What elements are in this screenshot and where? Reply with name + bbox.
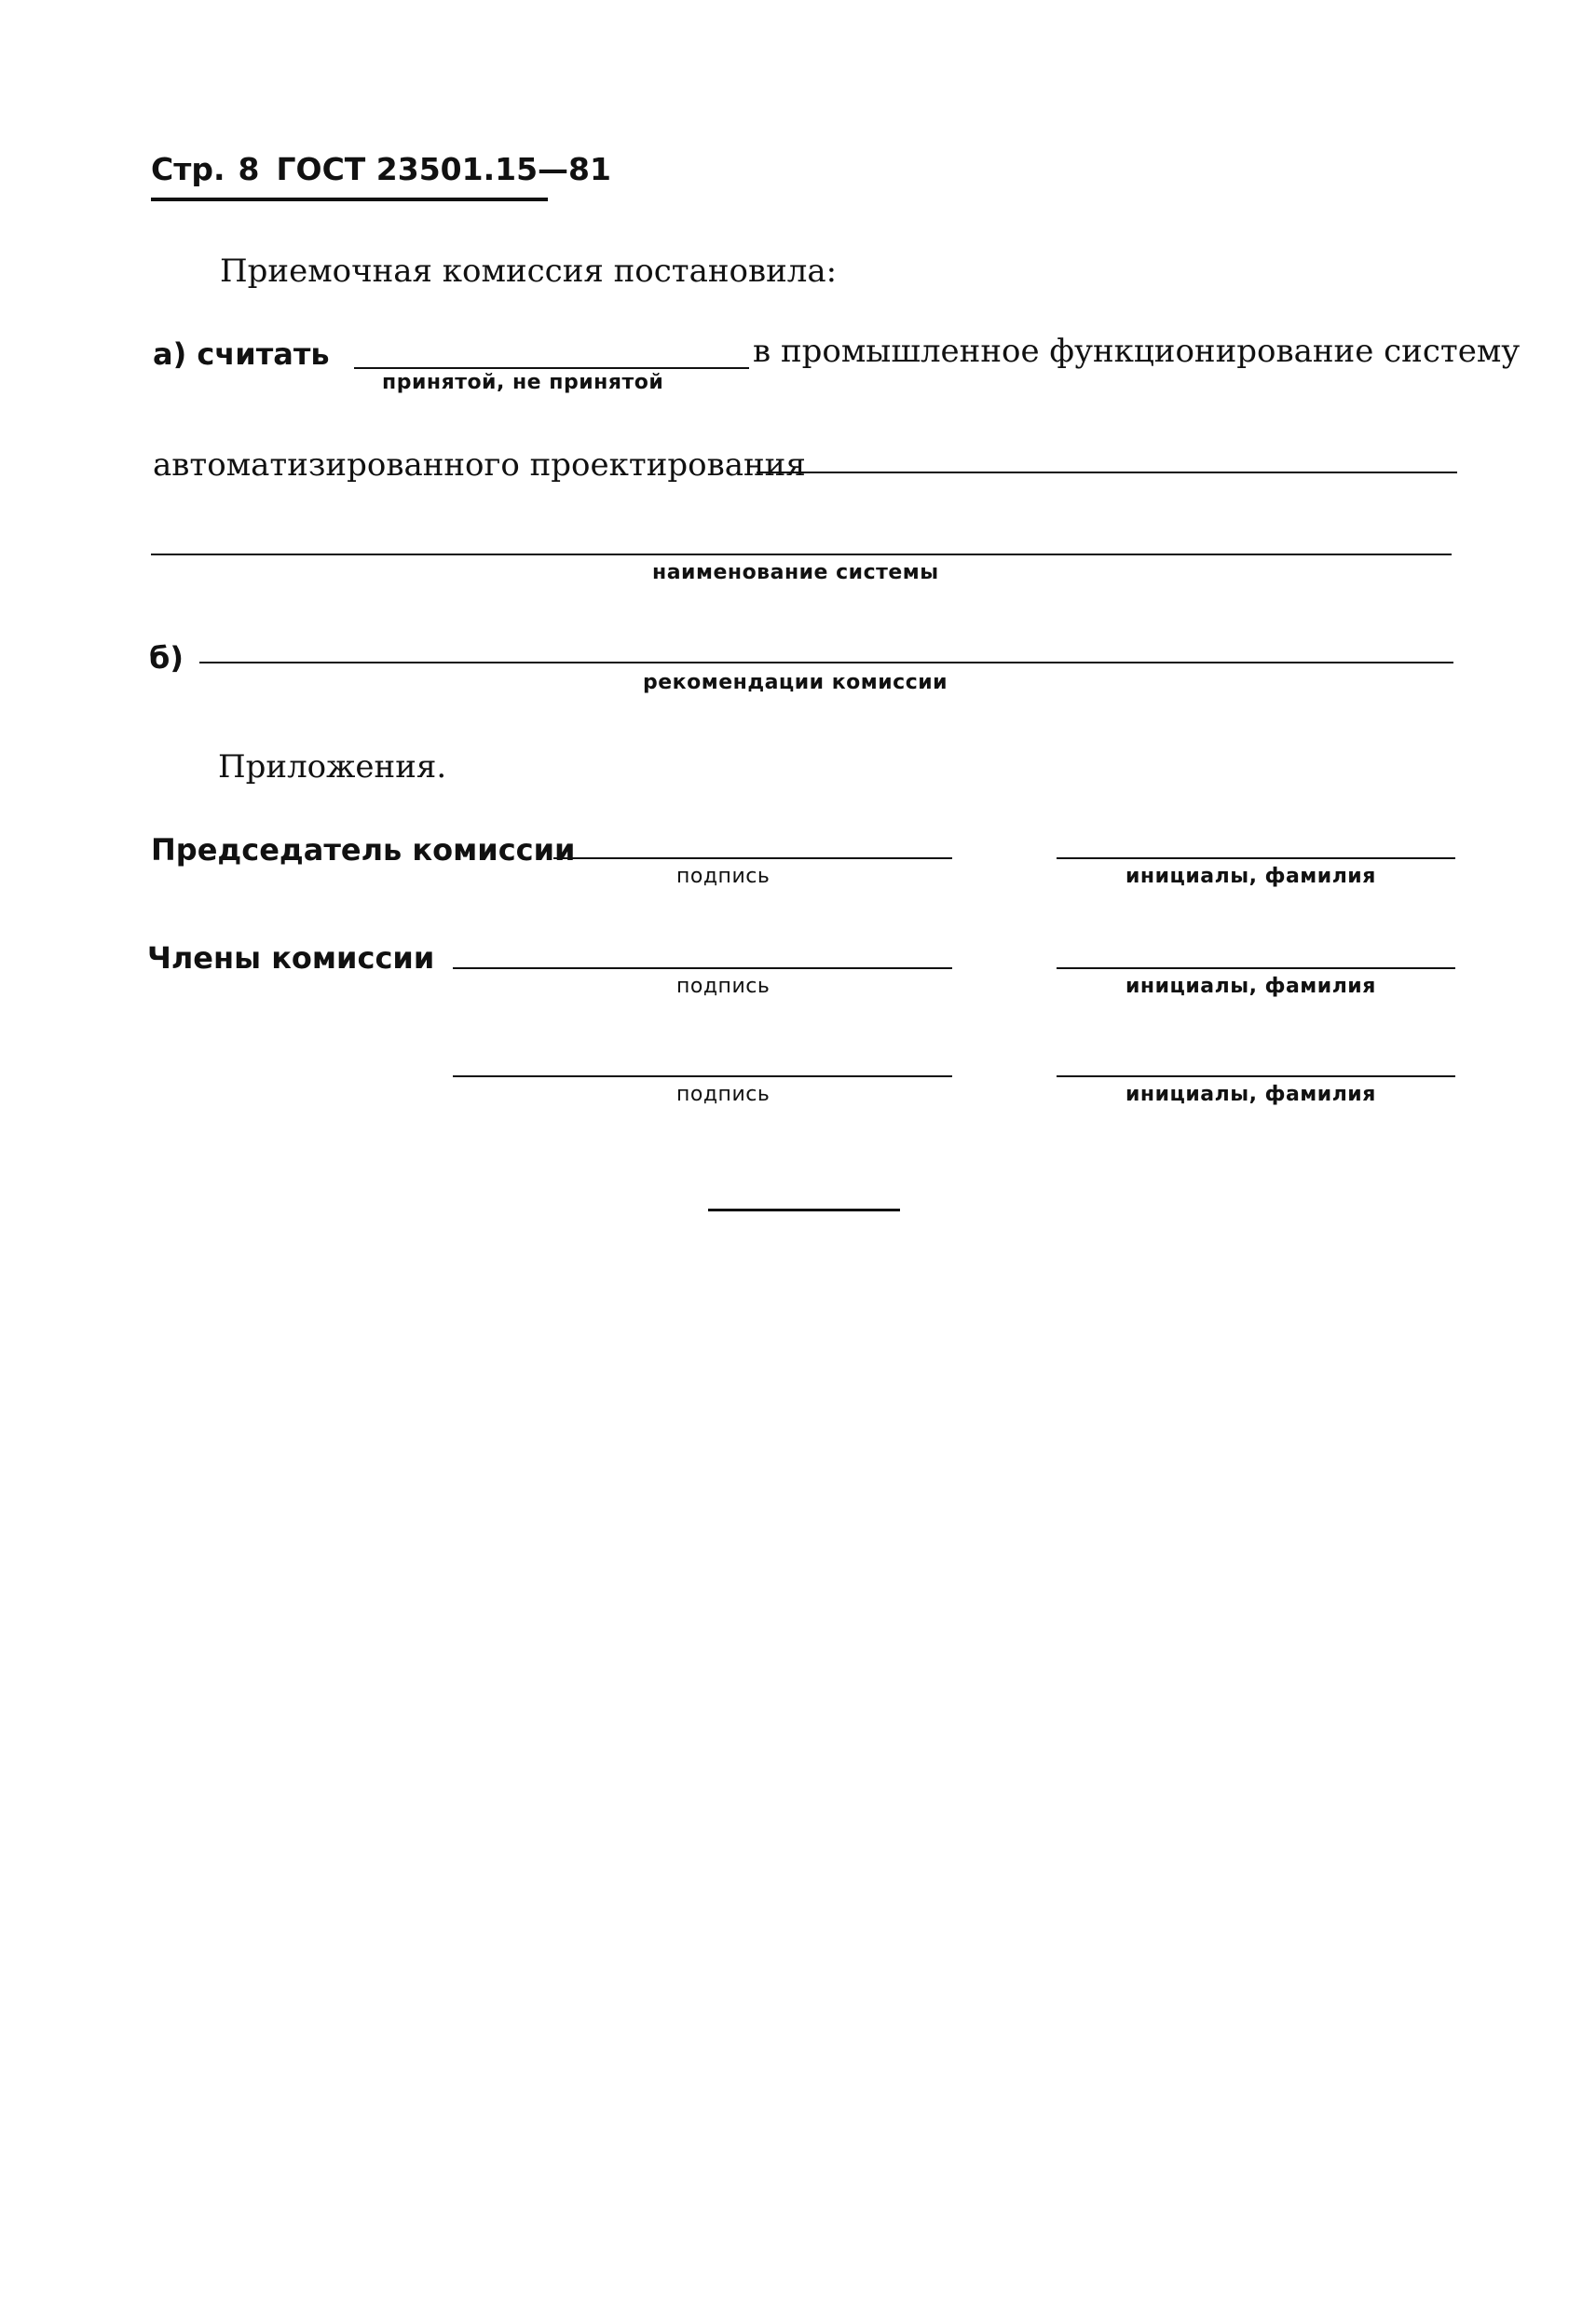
page-header — [151, 151, 611, 187]
member-1-name-line[interactable] — [1057, 967, 1455, 969]
member-2-signature-caption: подпись — [676, 1083, 771, 1106]
item-b-line[interactable] — [199, 662, 1453, 663]
item-a-line[interactable] — [354, 367, 749, 369]
chairman-label: Председатель комиссии — [151, 832, 576, 868]
chairman-name-line[interactable] — [1057, 857, 1455, 859]
member-2-signature-line[interactable] — [453, 1075, 952, 1077]
end-rule — [708, 1209, 900, 1211]
chairman-signature-caption: подпись — [676, 865, 771, 888]
item-a-caption: принятой, не принятой — [382, 371, 664, 394]
system-name-line[interactable] — [151, 554, 1452, 555]
page-label: Стр. — [151, 151, 225, 187]
page-number: 8 — [238, 151, 260, 187]
member-2-name-line[interactable] — [1057, 1075, 1455, 1077]
chairman-signature-line[interactable] — [553, 857, 952, 859]
member-1-signature-line[interactable] — [453, 967, 952, 969]
member-1-signature-caption: подпись — [676, 975, 771, 998]
item-b-caption: рекомендации комиссии — [643, 671, 948, 694]
system-line[interactable] — [757, 472, 1457, 473]
item-a-text: в промышленное функционирование систему — [753, 333, 1521, 370]
chairman-name-caption: инициалы, фамилия — [1125, 865, 1376, 888]
item-b-label: б) — [149, 640, 184, 676]
standard-number: ГОСТ 23501.15—81 — [276, 151, 611, 187]
member-2-name-caption: инициалы, фамилия — [1125, 1083, 1376, 1106]
header-rule — [151, 198, 548, 201]
intro-text: Приемочная комиссия постановила: — [220, 253, 838, 290]
member-1-name-caption: инициалы, фамилия — [1125, 975, 1376, 998]
system-label: автоматизированного проектирования — [153, 446, 806, 484]
appendices-label: Приложения. — [218, 748, 447, 786]
system-caption: наименование системы — [652, 561, 939, 584]
item-a-label: а) считать — [153, 336, 330, 372]
members-label: Члены комиссии — [147, 940, 435, 976]
